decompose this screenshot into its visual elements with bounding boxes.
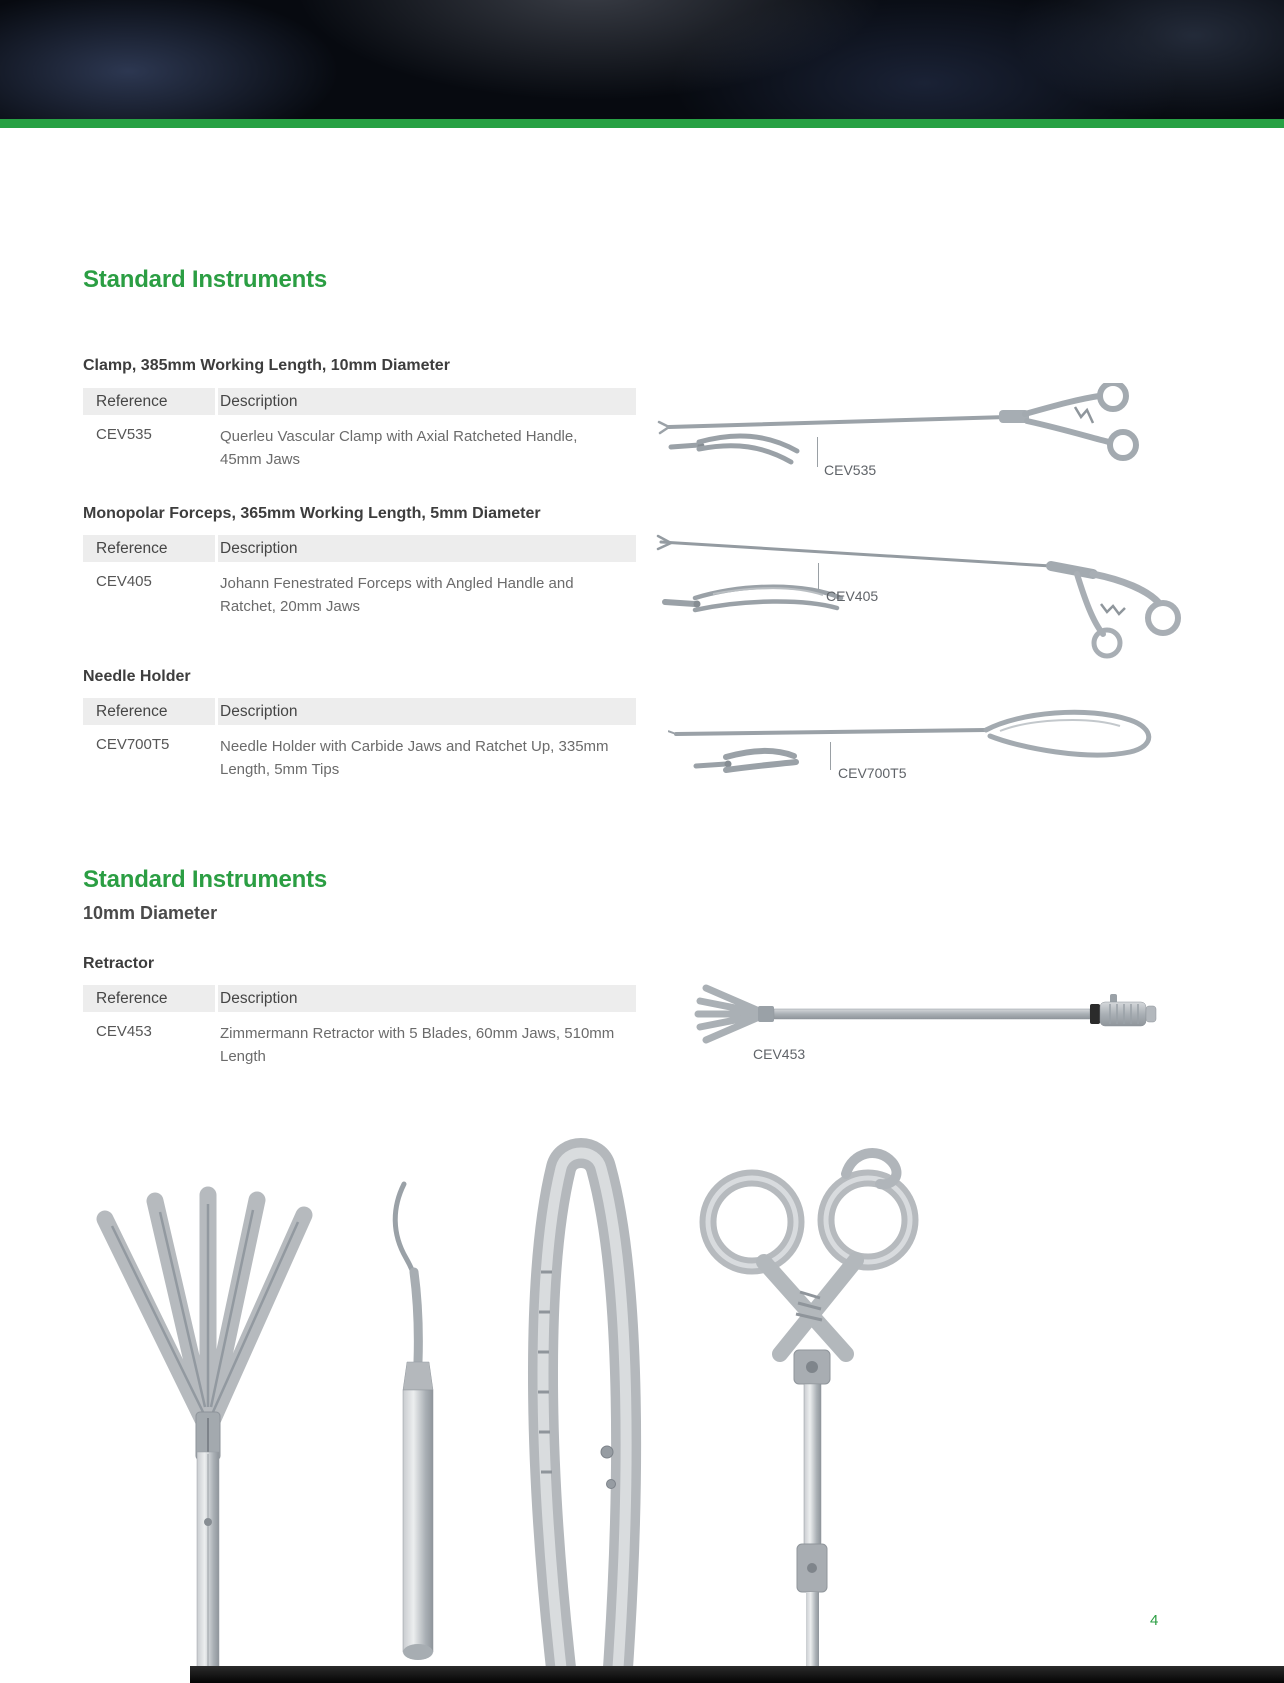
column-header-description: Description (220, 989, 298, 1007)
needle-holder-table (83, 698, 636, 788)
table-header-row (83, 698, 636, 725)
retractor-table (83, 985, 636, 1075)
instrument-photo-montage (0, 1122, 1284, 1668)
group-title-monopolar-forceps: Monopolar Forceps, 365mm Working Length, 5mm Diameter (83, 505, 541, 522)
description-cell: Needle Holder with Carbide Jaws and Ratchet Up, 335mm Length, 5mm Tips (220, 738, 609, 778)
column-header-reference: Reference (83, 698, 218, 725)
reference-cell: CEV700T5 (96, 736, 170, 753)
cev535-label: CEV535 (824, 462, 877, 478)
group-title-retractor: Retractor (83, 955, 155, 972)
column-header-description: Description (220, 539, 298, 557)
photo-fan-retractor (105, 1195, 304, 1668)
description-cell: Johann Fenestrated Forceps with Angled Handle and Ratchet, 20mm Jaws (220, 575, 574, 615)
cev535-label-tick (817, 437, 818, 467)
section-heading-bottom: Standard Instruments (83, 866, 328, 893)
photo-ring-forceps (708, 1153, 910, 1668)
header-photo-band (0, 0, 1284, 119)
reference-cell: CEV405 (96, 573, 152, 590)
column-header-reference: Reference (83, 388, 218, 415)
cev453-illustration (658, 982, 1173, 1044)
section-subheading: 10mm Diameter (83, 903, 218, 923)
cev700t5-label-tick (830, 742, 831, 770)
cev453-label: CEV453 (753, 1046, 806, 1062)
table-header-row (83, 388, 636, 415)
group-title-needle-holder: Needle Holder (83, 668, 191, 685)
column-header-reference: Reference (83, 535, 218, 562)
table-header-row (83, 535, 636, 562)
cev700t5-illustration (668, 700, 1168, 795)
table-row (83, 562, 636, 625)
cev405-illustration (655, 528, 1185, 663)
reference-cell: CEV535 (96, 426, 152, 443)
page-number: 4 (1150, 1612, 1159, 1629)
table-row (83, 1012, 636, 1075)
group-title-clamp: Clamp, 385mm Working Length, 10mm Diameter (83, 357, 450, 374)
photo-curved-dissector (395, 1184, 433, 1660)
forceps-table (83, 535, 636, 625)
description-cell: Zimmermann Retractor with 5 Blades, 60mm Jaws, 510mm Length (220, 1025, 615, 1065)
table-row (83, 725, 636, 788)
accent-stripe (0, 119, 1284, 128)
photo-spring-handle (538, 1153, 626, 1668)
column-header-description: Description (220, 702, 298, 720)
table-header-row (83, 985, 636, 1012)
cev405-label: CEV405 (826, 588, 879, 604)
description-cell: Querleu Vascular Clamp with Axial Ratcheted Handle, 45mm Jaws (220, 428, 578, 468)
clamp-table (83, 388, 636, 478)
table-row (83, 415, 636, 478)
cev700t5-label: CEV700T5 (838, 765, 907, 781)
column-header-reference: Reference (83, 985, 218, 1012)
cev535-illustration (655, 383, 1185, 483)
section-heading-top: Standard Instruments (83, 266, 328, 293)
column-header-description: Description (220, 392, 298, 410)
footer-photo-strip (190, 1666, 1284, 1683)
reference-cell: CEV453 (96, 1023, 152, 1040)
cev405-label-tick (818, 563, 819, 591)
